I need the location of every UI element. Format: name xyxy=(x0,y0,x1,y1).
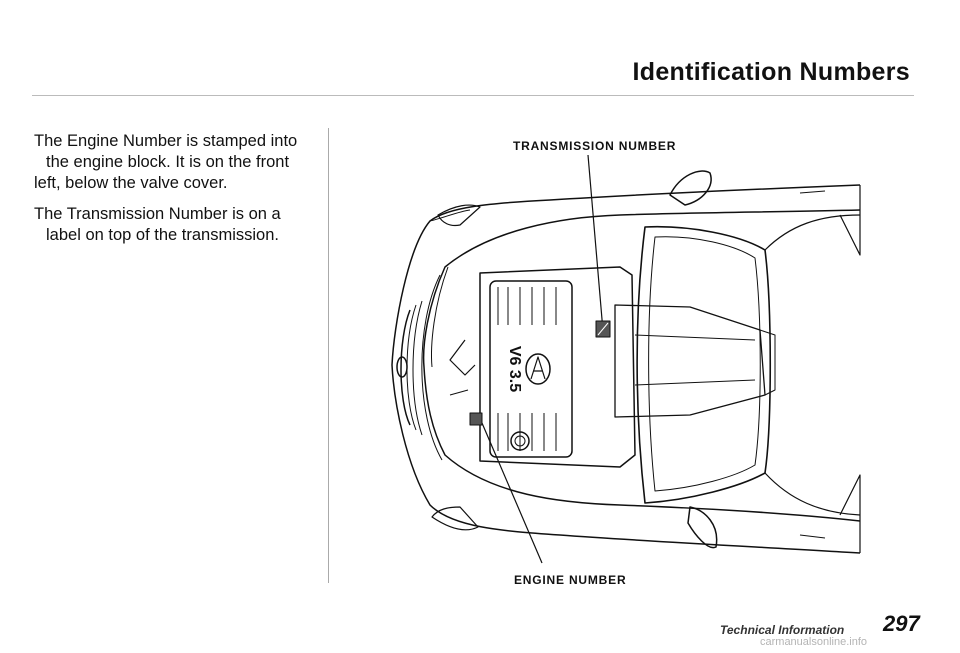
front-grille xyxy=(397,301,422,435)
column-divider xyxy=(328,128,329,583)
car-body-outline xyxy=(392,185,860,553)
paragraph-line: left, below the valve cover. xyxy=(34,174,228,192)
watermark-text: carmanualsonline.info xyxy=(760,636,868,648)
paragraph-line: The Transmission Number is on a xyxy=(34,205,281,223)
paragraph-line: the engine block. It is on the front xyxy=(46,153,290,171)
car-engine-bay-illustration xyxy=(370,155,870,565)
left-headlight xyxy=(438,205,480,225)
footer-section-name: Technical Information xyxy=(720,623,845,637)
page-title: Identification Numbers xyxy=(632,58,910,86)
transmission-leader-line xyxy=(588,155,603,331)
paragraph-line: The Engine Number is stamped into xyxy=(34,132,298,150)
engine-cover xyxy=(490,281,572,457)
engine-number-paragraph xyxy=(34,131,319,194)
left-side-mirror xyxy=(670,171,711,205)
transmission xyxy=(615,305,775,417)
page-number: 297 xyxy=(883,611,920,636)
header-divider xyxy=(32,95,914,96)
engine-number-label: ENGINE NUMBER xyxy=(514,573,627,587)
paragraph-line: label on top of the transmission. xyxy=(46,226,279,244)
engine-number-stamp xyxy=(470,413,482,425)
engine-bay xyxy=(480,267,635,467)
right-side-mirror xyxy=(688,507,717,548)
windshield xyxy=(637,227,770,503)
right-headlight xyxy=(432,507,478,530)
engine-cover-badge: V6 3.5 xyxy=(506,345,523,393)
transmission-number-paragraph xyxy=(34,204,319,246)
transmission-number-label: TRANSMISSION NUMBER xyxy=(513,139,677,153)
